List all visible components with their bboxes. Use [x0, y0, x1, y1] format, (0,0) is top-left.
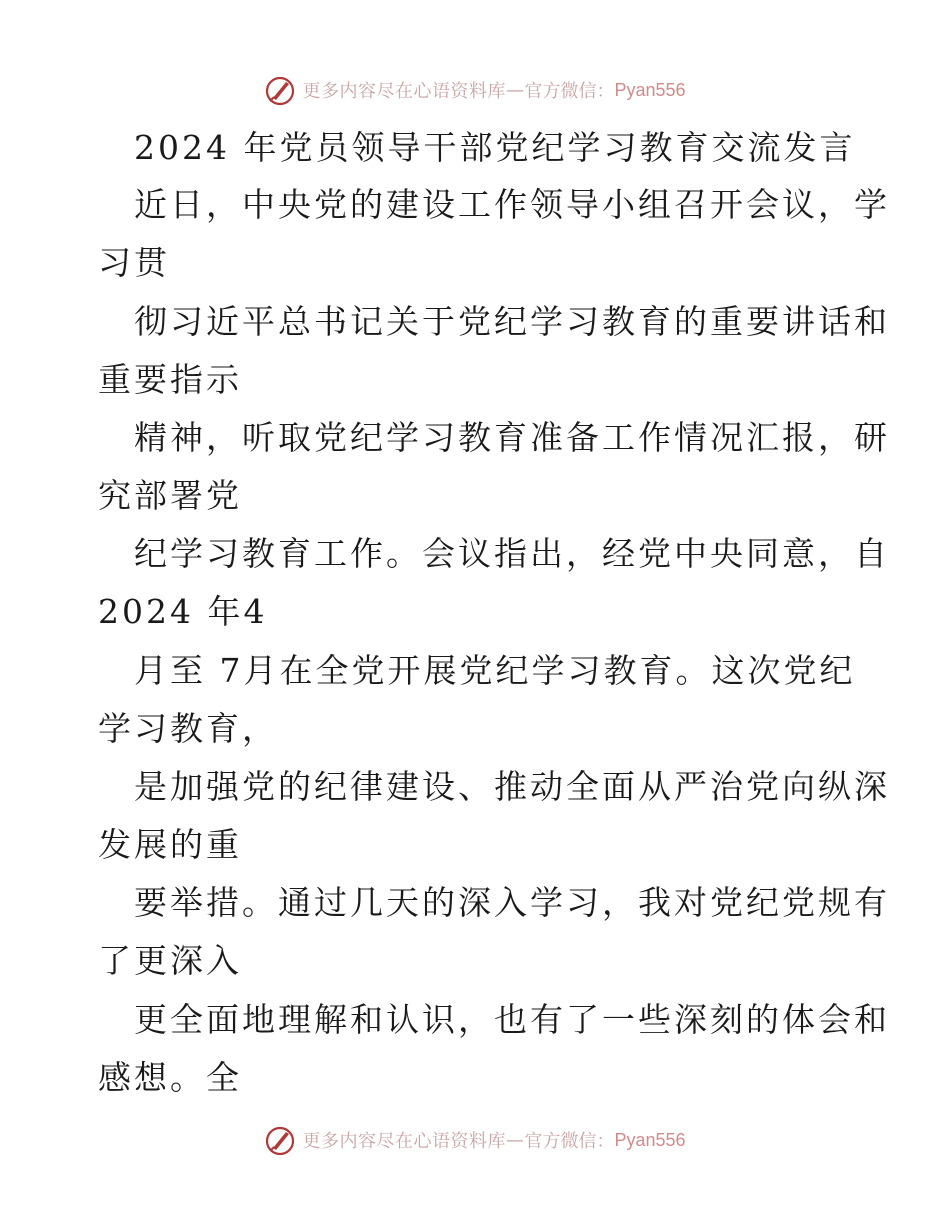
banner-brand: 更多内容尽在心语资料库 [302, 81, 506, 102]
banner-separator: — [505, 1129, 525, 1151]
document-line: 了更深入 [98, 941, 242, 980]
document-line: 月至 7月在全党开展党纪学习教育。这次党纪 [134, 651, 856, 690]
header-banner [0, 70, 950, 110]
document-line: 学习教育， [98, 709, 278, 748]
document-line: 更全面地理解和认识，也有了一些深刻的体会和 [134, 1000, 890, 1039]
banner-wechat-label: 官方微信： [524, 81, 615, 102]
footer-banner [0, 1120, 950, 1160]
document-title: 2024 年党员领导干部党纪学习教育交流发言 [134, 128, 856, 167]
document-line: 纪学习教育工作。会议指出，经党中央同意，自 [134, 534, 890, 573]
banner-account: Pyan556 [614, 79, 686, 100]
banner-account: Pyan556 [614, 1129, 686, 1150]
document-line: 精神，听取党纪学习教育准备工作情况汇报，研 [134, 418, 890, 457]
document-line: 习贯 [98, 243, 170, 282]
quill-logo-icon [264, 1124, 296, 1156]
document-line: 是加强党的纪律建设、推动全面从严治党向纵深 [134, 767, 890, 806]
document-line: 要举措。通过几天的深入学习，我对党纪党规有 [134, 883, 890, 922]
banner-wechat-label: 官方微信： [524, 1131, 615, 1152]
document-line: 究部署党 [98, 476, 242, 515]
banner-separator: — [505, 79, 525, 101]
document-line: 重要指示 [98, 360, 242, 399]
banner-brand: 更多内容尽在心语资料库 [302, 1131, 506, 1152]
document-line: 2024 年4 [98, 592, 268, 631]
document-line: 感想。全 [98, 1058, 242, 1097]
document-line: 彻习近平总书记关于党纪学习教育的重要讲话和 [134, 302, 890, 341]
document-line: 近日，中央党的建设工作领导小组召开会议，学 [134, 185, 890, 224]
document-line: 发展的重 [98, 825, 242, 864]
quill-logo-icon [264, 74, 296, 106]
